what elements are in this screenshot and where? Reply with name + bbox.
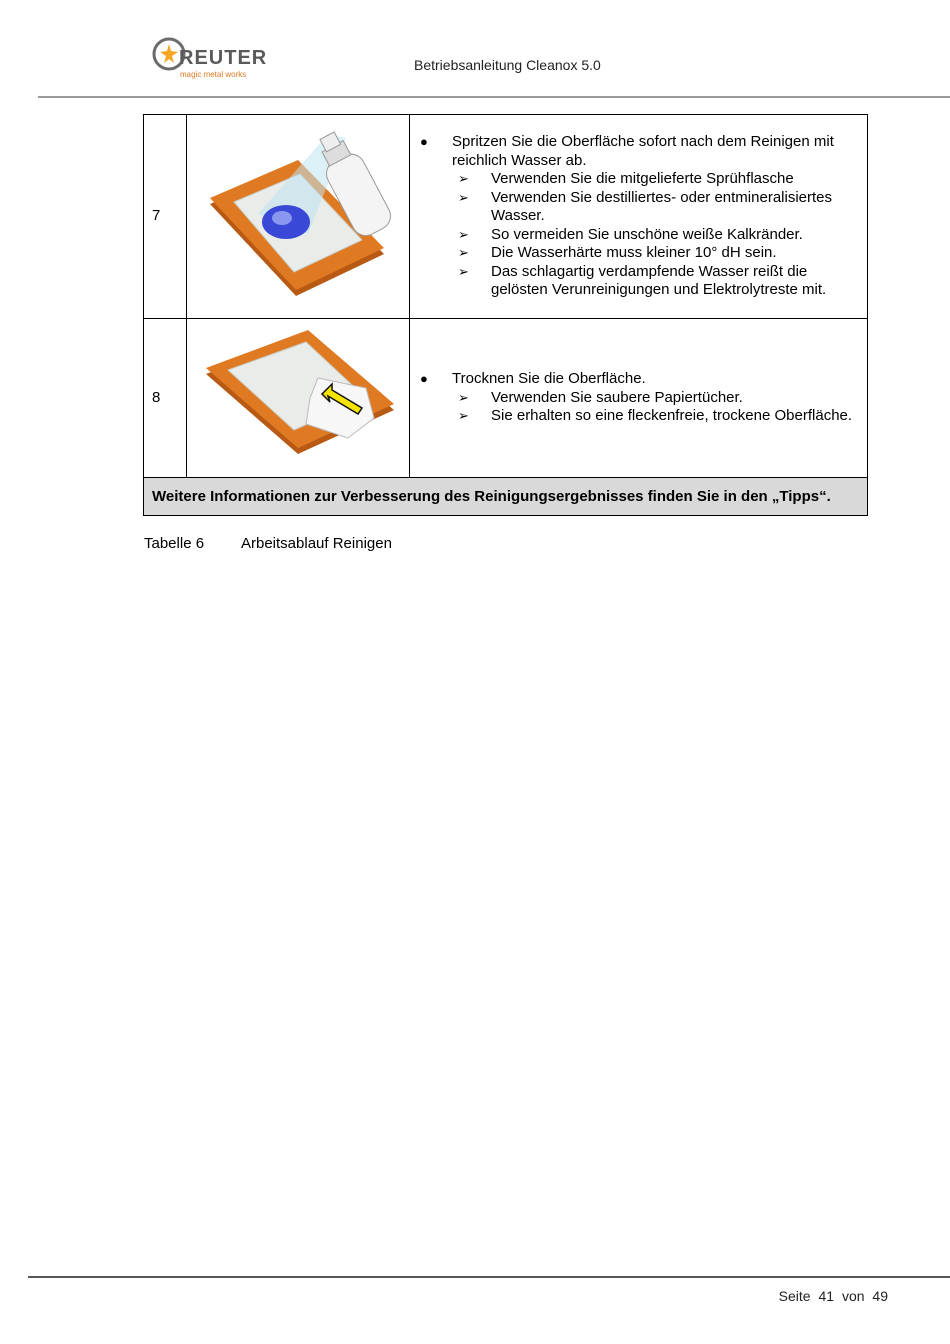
step-number: 8 <box>144 319 187 478</box>
page-number: 41 <box>818 1288 835 1304</box>
list-item: ➢ Verwenden Sie die mitgelieferte Sprühflasche <box>491 170 861 189</box>
svg-text:magic metal works: magic metal works <box>180 70 247 79</box>
steps-table <box>143 114 868 516</box>
list-item: ➢ Das schlagartig verdampfende Wasser reißt die gelösten Verunreinigungen und Elektrolytreste mit. <box>491 263 861 300</box>
table-row <box>144 478 868 516</box>
spray-bottle-illustration <box>198 124 398 304</box>
main-instruction: ● Trocknen Sie die Oberfläche. <box>420 370 861 389</box>
document-title: Betriebsanleitung Cleanox 5.0 <box>414 57 601 73</box>
step-text <box>410 319 868 478</box>
sub-list <box>420 389 861 426</box>
footer-divider <box>28 1276 950 1278</box>
step-image <box>187 319 410 478</box>
reuter-logo <box>150 34 285 84</box>
caption-label: Tabelle 6 <box>144 535 205 552</box>
paper-towel-illustration <box>198 330 398 460</box>
list-item: ➢ So vermeiden Sie unschöne weiße Kalkränder. <box>491 226 861 245</box>
table-row <box>144 319 868 478</box>
page-label: Seite <box>778 1288 811 1304</box>
page-indicator <box>775 1288 888 1304</box>
list-item: ➢ Verwenden Sie saubere Papiertücher. <box>491 389 861 408</box>
table-caption <box>144 535 392 552</box>
list-item: ➢ Die Wasserhärte muss kleiner 10° dH sein. <box>491 244 861 263</box>
sub-list <box>420 170 861 300</box>
step-image <box>187 115 410 319</box>
tips-note: Weitere Informationen zur Verbesserung des Reinigungsergebnisses finden Sie in den „Tipps“. <box>144 478 868 516</box>
step-number: 7 <box>144 115 187 319</box>
list-item: ➢ Verwenden Sie destilliertes- oder entmineralisiertes Wasser. <box>491 189 861 226</box>
caption-text: Arbeitsablauf Reinigen <box>241 535 392 552</box>
header-divider <box>38 96 950 98</box>
table-row <box>144 115 868 319</box>
main-instruction: ● Spritzen Sie die Oberfläche sofort nach dem Reinigen mit reichlich Wasser ab. <box>420 133 861 170</box>
svg-text:REUTER: REUTER <box>179 47 268 69</box>
list-item: ➢ Sie erhalten so eine fleckenfreie, trockene Oberfläche. <box>491 407 861 426</box>
page-total: 49 <box>872 1288 888 1304</box>
step-text <box>410 115 868 319</box>
page-of-label: von <box>841 1288 865 1304</box>
